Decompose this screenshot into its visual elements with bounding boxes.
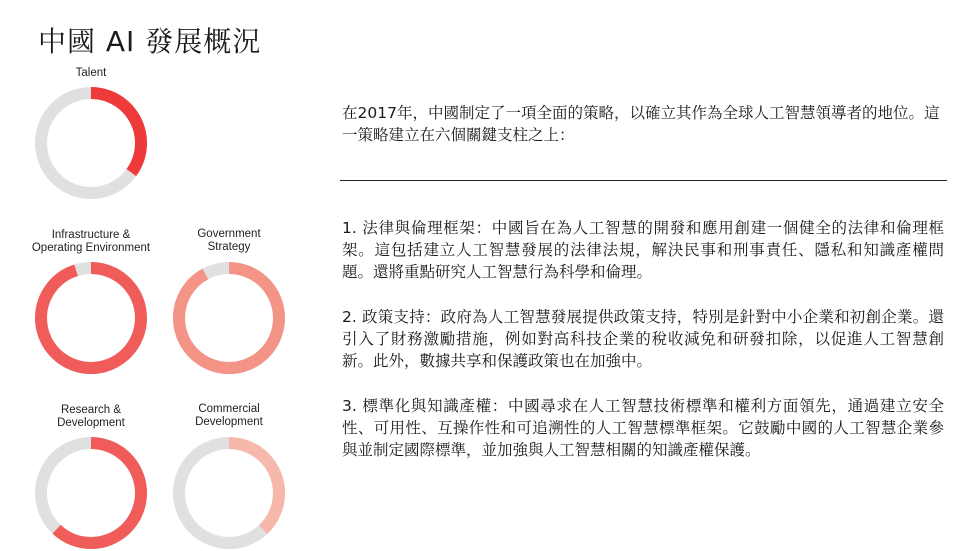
section-legal-ethics: 1. 法律與倫理框架：中國旨在為人工智慧的開發和應用創建一個健全的法律和倫理框架。這包括建立人工智慧發展的法律法規，解決民事和刑事責任、隱私和知識產權問題。還將重點研究人工智慧行為科學和倫理。 [342, 219, 944, 281]
government-donut-arc [179, 268, 279, 368]
infrastructure-donut [34, 261, 148, 375]
government-label: Government Strategy [197, 228, 261, 253]
section-policy-support: 2. 政策支持：政府為人工智慧發展提供政策支持，特別是針對中小企業和初創企業。還引入了財務激勵措施，例如對高科技企業的稅收減免和研發扣除，以促進人工智慧創新。此外，數據共享和保護政策也在加強中。 [342, 308, 944, 370]
divider [340, 180, 947, 181]
section-standards-ip: 3. 標準化與知識產權：中國尋求在人工智慧技術標準和權利方面領先，通過建立安全性、可用性、互操作性和可追溯性的人工智慧標準框架。它鼓勵中國的人工智慧企業參與並制定國際標準，並加強與人工智慧相關的知識產權保護。 [342, 397, 944, 459]
research-label: Research & Development [57, 404, 125, 429]
talent-donut [34, 86, 148, 200]
page-title: 中國 AI 發展概況 [38, 25, 262, 58]
intro-paragraph: 在2017年，中國制定了一項全面的策略，以確立其作為全球人工智慧領導者的地位。這一策略建立在六個關鍵支柱之上： [342, 104, 940, 144]
commercial-donut [172, 436, 286, 550]
talent-label: Talent [75, 67, 107, 79]
government-donut [172, 261, 286, 375]
infrastructure-label: Infrastructure & Operating Environment [31, 229, 151, 254]
research-donut [34, 436, 148, 550]
infrastructure-donut-arc [41, 268, 141, 368]
commercial-label: Commercial Development [195, 403, 263, 428]
